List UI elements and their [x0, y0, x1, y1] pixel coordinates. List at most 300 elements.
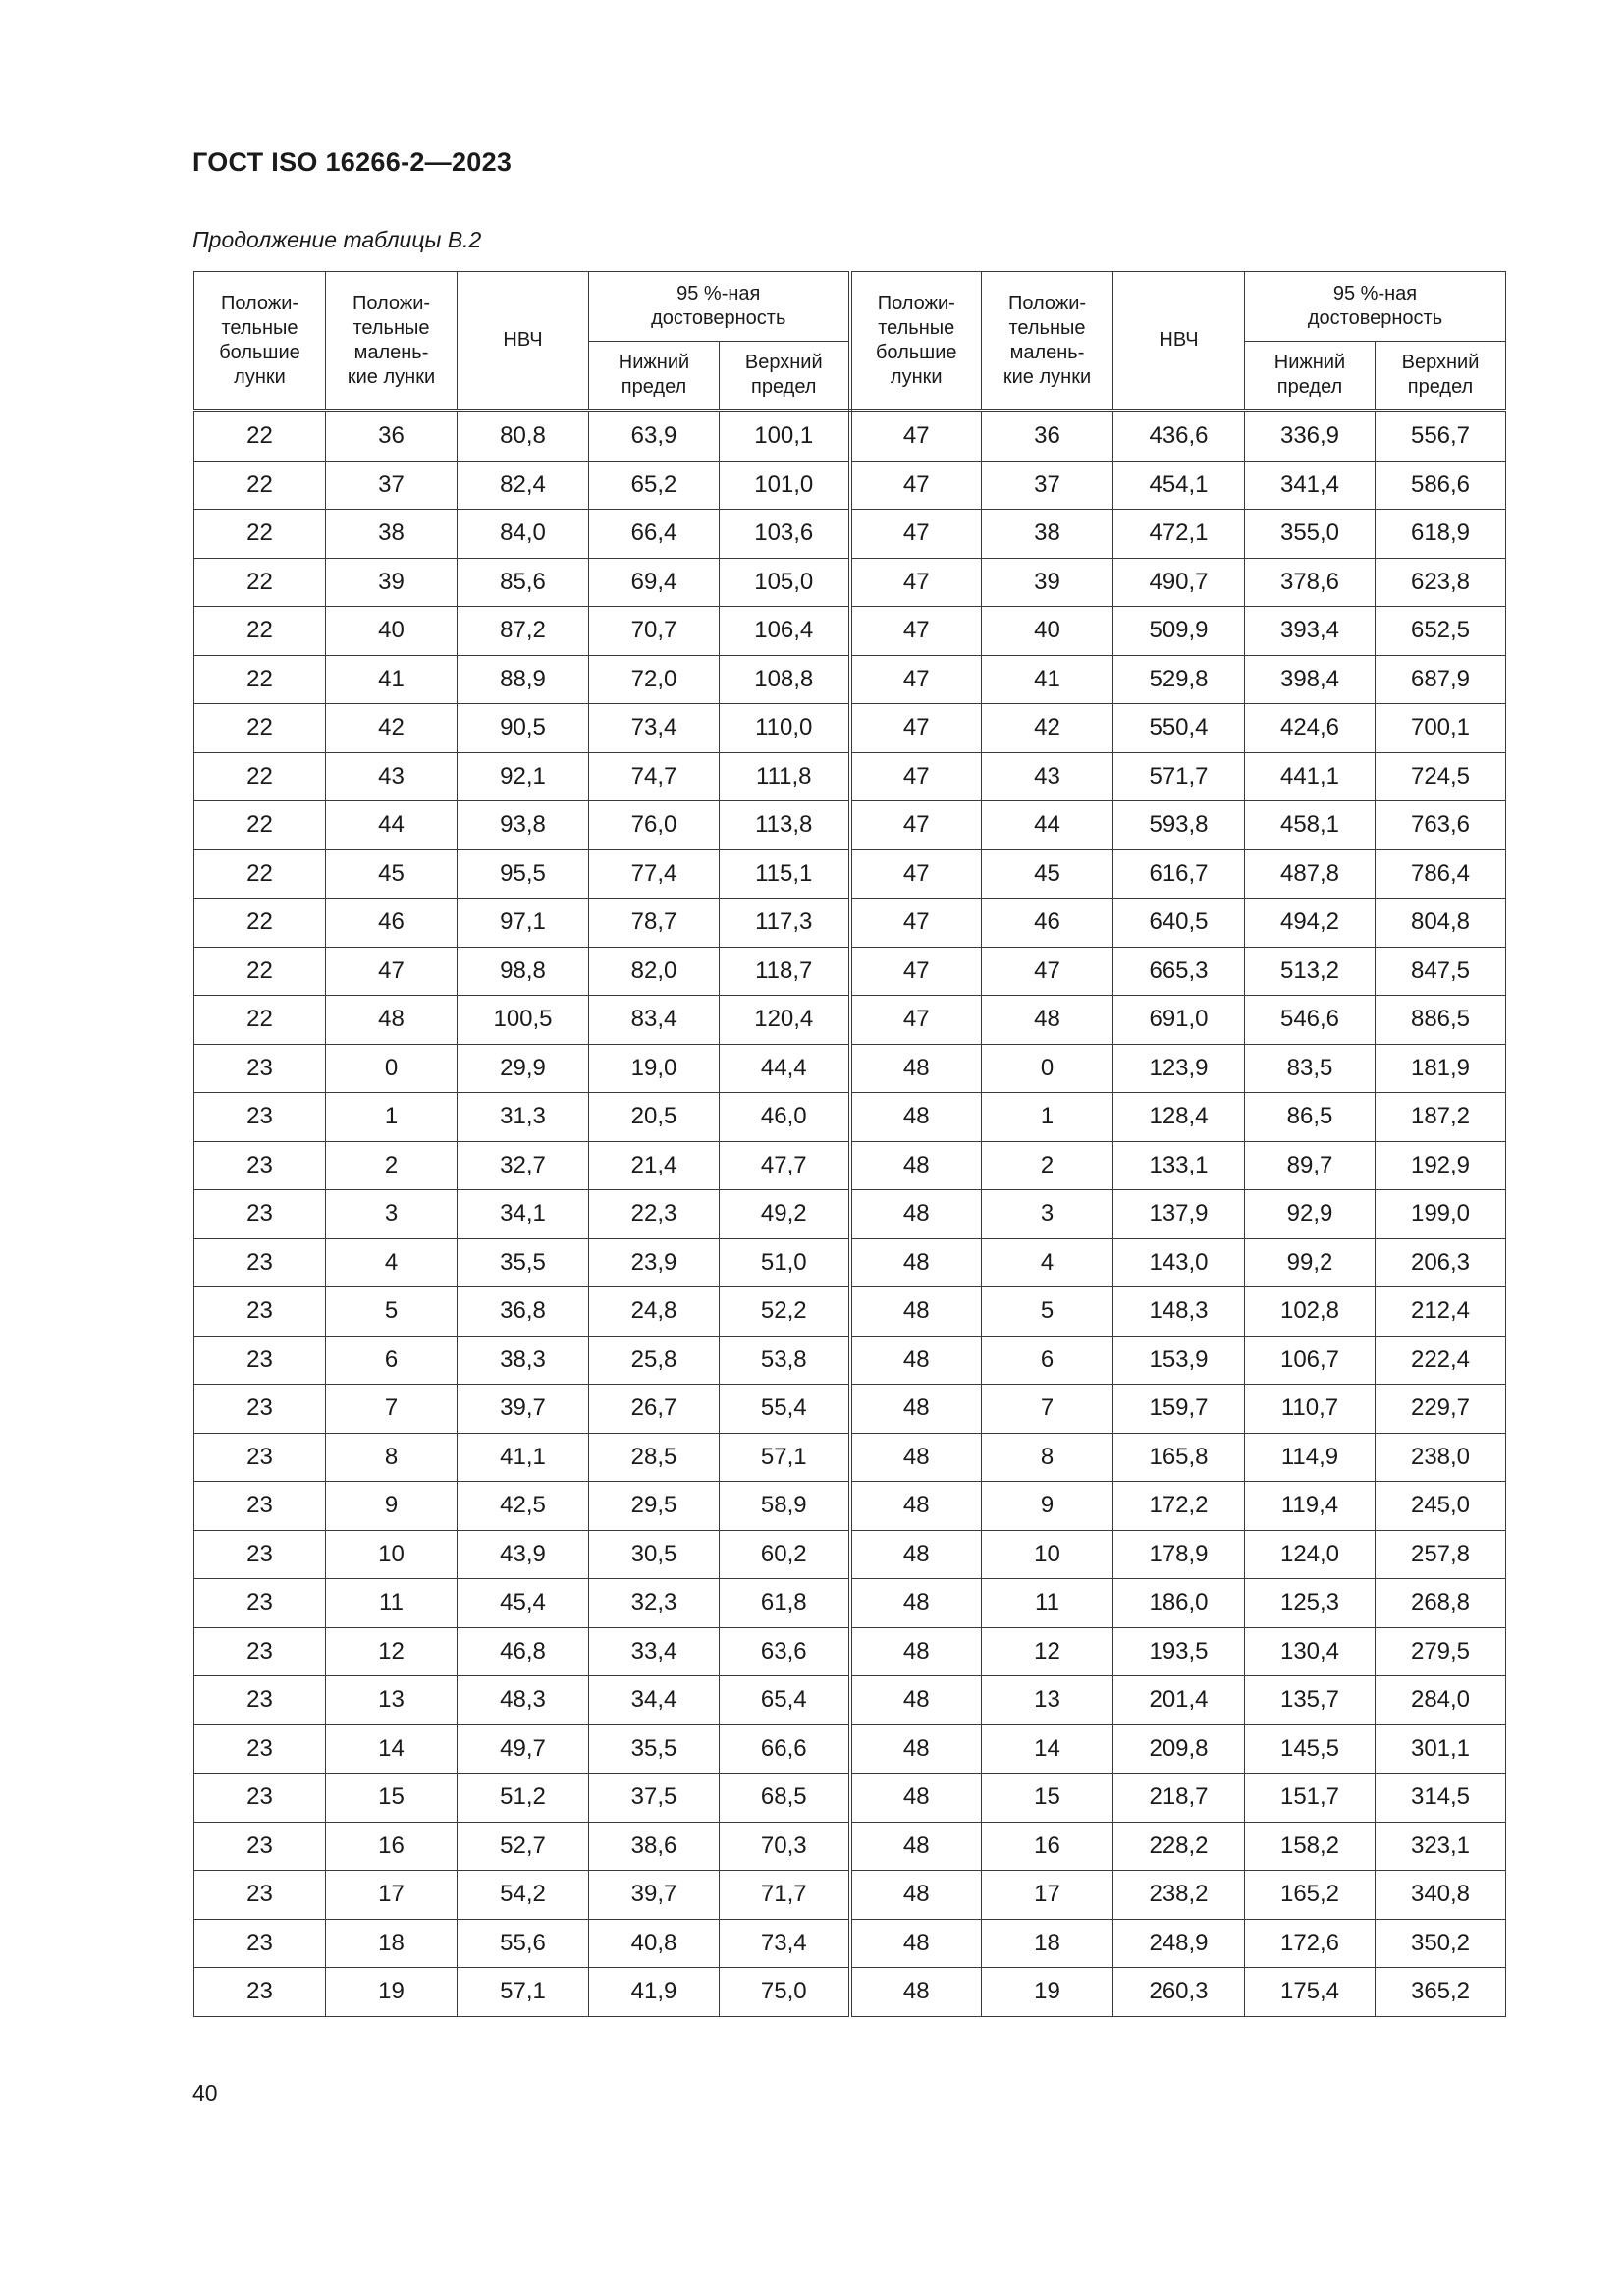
cell-positive-small: 3	[982, 1190, 1113, 1239]
cell-positive-small: 3	[326, 1190, 458, 1239]
cell-lower-limit: 398,4	[1245, 655, 1376, 704]
cell-positive-small: 46	[982, 899, 1113, 948]
cell-mpn: 228,2	[1113, 1822, 1245, 1871]
cell-lower-limit: 40,8	[589, 1919, 720, 1968]
cell-upper-limit: 724,5	[1376, 752, 1506, 801]
cell-mpn: 209,8	[1113, 1724, 1245, 1774]
cell-lower-limit: 34,4	[589, 1676, 720, 1725]
cell-lower-limit: 86,5	[1245, 1093, 1376, 1142]
cell-positive-small: 4	[982, 1238, 1113, 1287]
header-positive-small: Положи- тельные малень- кие лунки	[326, 272, 458, 411]
cell-positive-large: 22	[194, 607, 326, 656]
cell-upper-limit: 652,5	[1376, 607, 1506, 656]
cell-lower-limit: 63,9	[589, 410, 720, 461]
cell-positive-large: 23	[194, 1433, 326, 1482]
cell-upper-limit: 187,2	[1376, 1093, 1506, 1142]
cell-lower-limit: 20,5	[589, 1093, 720, 1142]
mpn-table	[193, 271, 1506, 2017]
cell-positive-large: 48	[850, 1822, 982, 1871]
cell-positive-large: 23	[194, 1336, 326, 1385]
cell-mpn: 128,4	[1113, 1093, 1245, 1142]
table-row	[194, 1822, 1506, 1871]
cell-positive-small: 18	[326, 1919, 458, 1968]
header-lower-limit: Нижний предел	[1245, 342, 1376, 411]
cell-mpn: 100,5	[458, 996, 589, 1045]
cell-positive-small: 13	[982, 1676, 1113, 1725]
cell-upper-limit: 245,0	[1376, 1482, 1506, 1531]
cell-upper-limit: 71,7	[720, 1871, 850, 1920]
cell-upper-limit: 61,8	[720, 1579, 850, 1628]
cell-lower-limit: 151,7	[1245, 1774, 1376, 1823]
cell-lower-limit: 25,8	[589, 1336, 720, 1385]
cell-positive-large: 22	[194, 899, 326, 948]
cell-upper-limit: 618,9	[1376, 510, 1506, 559]
table-row	[194, 1287, 1506, 1337]
cell-upper-limit: 106,4	[720, 607, 850, 656]
cell-mpn: 148,3	[1113, 1287, 1245, 1337]
cell-upper-limit: 113,8	[720, 801, 850, 850]
cell-positive-small: 45	[326, 849, 458, 899]
cell-lower-limit: 458,1	[1245, 801, 1376, 850]
cell-upper-limit: 350,2	[1376, 1919, 1506, 1968]
cell-positive-large: 22	[194, 996, 326, 1045]
cell-positive-small: 2	[982, 1141, 1113, 1190]
cell-positive-small: 9	[982, 1482, 1113, 1531]
cell-positive-small: 4	[326, 1238, 458, 1287]
cell-upper-limit: 73,4	[720, 1919, 850, 1968]
table-row	[194, 849, 1506, 899]
cell-lower-limit: 393,4	[1245, 607, 1376, 656]
cell-mpn: 32,7	[458, 1141, 589, 1190]
cell-mpn: 90,5	[458, 704, 589, 753]
table-row	[194, 1579, 1506, 1628]
cell-positive-large: 48	[850, 1774, 982, 1823]
cell-mpn: 123,9	[1113, 1044, 1245, 1093]
cell-positive-large: 47	[850, 899, 982, 948]
cell-positive-large: 48	[850, 1336, 982, 1385]
cell-mpn: 133,1	[1113, 1141, 1245, 1190]
cell-positive-small: 45	[982, 849, 1113, 899]
table-row	[194, 1433, 1506, 1482]
cell-positive-large: 48	[850, 1579, 982, 1628]
cell-upper-limit: 75,0	[720, 1968, 850, 2017]
cell-upper-limit: 192,9	[1376, 1141, 1506, 1190]
cell-upper-limit: 257,8	[1376, 1530, 1506, 1579]
cell-lower-limit: 72,0	[589, 655, 720, 704]
table-row	[194, 655, 1506, 704]
cell-mpn: 143,0	[1113, 1238, 1245, 1287]
cell-mpn: 31,3	[458, 1093, 589, 1142]
cell-lower-limit: 546,6	[1245, 996, 1376, 1045]
cell-upper-limit: 206,3	[1376, 1238, 1506, 1287]
table-row	[194, 1141, 1506, 1190]
cell-lower-limit: 145,5	[1245, 1724, 1376, 1774]
cell-mpn: 137,9	[1113, 1190, 1245, 1239]
cell-positive-small: 16	[982, 1822, 1113, 1871]
cell-positive-large: 22	[194, 410, 326, 461]
table-row	[194, 1385, 1506, 1434]
cell-positive-small: 14	[982, 1724, 1113, 1774]
cell-upper-limit: 52,2	[720, 1287, 850, 1337]
table-row	[194, 752, 1506, 801]
cell-positive-large: 48	[850, 1238, 982, 1287]
table-row	[194, 947, 1506, 996]
cell-lower-limit: 70,7	[589, 607, 720, 656]
cell-mpn: 36,8	[458, 1287, 589, 1337]
cell-positive-small: 42	[982, 704, 1113, 753]
cell-positive-large: 48	[850, 1676, 982, 1725]
cell-mpn: 39,7	[458, 1385, 589, 1434]
cell-mpn: 45,4	[458, 1579, 589, 1628]
cell-upper-limit: 110,0	[720, 704, 850, 753]
header-positive-large: Положи- тельные большие лунки	[850, 272, 982, 411]
header-confidence: 95 %-ная достоверность	[1245, 272, 1506, 342]
table-row	[194, 1190, 1506, 1239]
table-row	[194, 704, 1506, 753]
cell-mpn: 201,4	[1113, 1676, 1245, 1725]
cell-mpn: 193,5	[1113, 1627, 1245, 1676]
cell-positive-large: 22	[194, 849, 326, 899]
cell-lower-limit: 32,3	[589, 1579, 720, 1628]
cell-upper-limit: 53,8	[720, 1336, 850, 1385]
cell-positive-large: 48	[850, 1287, 982, 1337]
cell-positive-large: 47	[850, 655, 982, 704]
cell-lower-limit: 78,7	[589, 899, 720, 948]
cell-upper-limit: 44,4	[720, 1044, 850, 1093]
cell-positive-large: 22	[194, 510, 326, 559]
cell-mpn: 84,0	[458, 510, 589, 559]
cell-positive-large: 47	[850, 461, 982, 510]
cell-mpn: 159,7	[1113, 1385, 1245, 1434]
cell-positive-large: 48	[850, 1724, 982, 1774]
cell-mpn: 238,2	[1113, 1871, 1245, 1920]
cell-positive-large: 48	[850, 1530, 982, 1579]
cell-mpn: 49,7	[458, 1724, 589, 1774]
cell-mpn: 665,3	[1113, 947, 1245, 996]
cell-positive-small: 43	[982, 752, 1113, 801]
cell-positive-small: 12	[982, 1627, 1113, 1676]
cell-upper-limit: 199,0	[1376, 1190, 1506, 1239]
cell-positive-large: 48	[850, 1141, 982, 1190]
cell-positive-large: 22	[194, 655, 326, 704]
cell-positive-small: 39	[982, 558, 1113, 607]
cell-mpn: 509,9	[1113, 607, 1245, 656]
cell-lower-limit: 102,8	[1245, 1287, 1376, 1337]
cell-lower-limit: 24,8	[589, 1287, 720, 1337]
cell-mpn: 616,7	[1113, 849, 1245, 899]
cell-mpn: 82,4	[458, 461, 589, 510]
cell-lower-limit: 158,2	[1245, 1822, 1376, 1871]
cell-upper-limit: 70,3	[720, 1822, 850, 1871]
cell-lower-limit: 99,2	[1245, 1238, 1376, 1287]
cell-upper-limit: 623,8	[1376, 558, 1506, 607]
cell-positive-large: 47	[850, 510, 982, 559]
cell-lower-limit: 66,4	[589, 510, 720, 559]
cell-positive-large: 22	[194, 461, 326, 510]
cell-mpn: 490,7	[1113, 558, 1245, 607]
table-caption: Продолжение таблицы В.2	[192, 227, 482, 252]
table-row	[194, 996, 1506, 1045]
cell-lower-limit: 441,1	[1245, 752, 1376, 801]
cell-lower-limit: 135,7	[1245, 1676, 1376, 1725]
cell-positive-large: 48	[850, 1385, 982, 1434]
table-row	[194, 1968, 1506, 2017]
table-row	[194, 1336, 1506, 1385]
cell-positive-small: 17	[982, 1871, 1113, 1920]
cell-lower-limit: 83,5	[1245, 1044, 1376, 1093]
cell-upper-limit: 55,4	[720, 1385, 850, 1434]
cell-positive-large: 23	[194, 1676, 326, 1725]
table-row	[194, 1774, 1506, 1823]
cell-upper-limit: 115,1	[720, 849, 850, 899]
cell-positive-small: 14	[326, 1724, 458, 1774]
cell-positive-large: 47	[850, 947, 982, 996]
cell-lower-limit: 39,7	[589, 1871, 720, 1920]
cell-positive-small: 44	[982, 801, 1113, 850]
cell-lower-limit: 110,7	[1245, 1385, 1376, 1434]
cell-positive-small: 38	[326, 510, 458, 559]
cell-positive-small: 7	[982, 1385, 1113, 1434]
cell-upper-limit: 111,8	[720, 752, 850, 801]
cell-lower-limit: 29,5	[589, 1482, 720, 1531]
cell-mpn: 454,1	[1113, 461, 1245, 510]
cell-upper-limit: 49,2	[720, 1190, 850, 1239]
cell-positive-small: 6	[326, 1336, 458, 1385]
cell-positive-small: 11	[326, 1579, 458, 1628]
header-confidence: 95 %-ная достоверность	[589, 272, 850, 342]
cell-positive-large: 23	[194, 1968, 326, 2017]
cell-mpn: 529,8	[1113, 655, 1245, 704]
cell-positive-small: 16	[326, 1822, 458, 1871]
cell-lower-limit: 119,4	[1245, 1482, 1376, 1531]
cell-positive-small: 8	[326, 1433, 458, 1482]
cell-mpn: 92,1	[458, 752, 589, 801]
cell-positive-large: 23	[194, 1141, 326, 1190]
cell-positive-large: 48	[850, 1190, 982, 1239]
table-row	[194, 801, 1506, 850]
cell-upper-limit: 323,1	[1376, 1822, 1506, 1871]
cell-positive-small: 10	[982, 1530, 1113, 1579]
table-row	[194, 510, 1506, 559]
cell-upper-limit: 229,7	[1376, 1385, 1506, 1434]
cell-lower-limit: 33,4	[589, 1627, 720, 1676]
cell-upper-limit: 58,9	[720, 1482, 850, 1531]
cell-upper-limit: 847,5	[1376, 947, 1506, 996]
cell-lower-limit: 83,4	[589, 996, 720, 1045]
cell-mpn: 260,3	[1113, 1968, 1245, 2017]
cell-positive-small: 13	[326, 1676, 458, 1725]
cell-lower-limit: 21,4	[589, 1141, 720, 1190]
cell-positive-small: 1	[326, 1093, 458, 1142]
cell-positive-small: 41	[326, 655, 458, 704]
cell-mpn: 85,6	[458, 558, 589, 607]
cell-positive-large: 23	[194, 1774, 326, 1823]
cell-upper-limit: 365,2	[1376, 1968, 1506, 2017]
table-row	[194, 1238, 1506, 1287]
cell-positive-large: 47	[850, 801, 982, 850]
header-positive-large: Положи- тельные большие лунки	[194, 272, 326, 411]
cell-lower-limit: 341,4	[1245, 461, 1376, 510]
cell-lower-limit: 82,0	[589, 947, 720, 996]
document-title: ГОСТ ISO 16266-2—2023	[192, 147, 513, 177]
cell-upper-limit: 212,4	[1376, 1287, 1506, 1337]
cell-upper-limit: 763,6	[1376, 801, 1506, 850]
cell-positive-small: 41	[982, 655, 1113, 704]
cell-lower-limit: 487,8	[1245, 849, 1376, 899]
cell-upper-limit: 101,0	[720, 461, 850, 510]
header-mpn: НВЧ	[1113, 272, 1245, 411]
cell-positive-small: 8	[982, 1433, 1113, 1482]
cell-positive-small: 0	[982, 1044, 1113, 1093]
table-row	[194, 558, 1506, 607]
cell-lower-limit: 424,6	[1245, 704, 1376, 753]
cell-mpn: 35,5	[458, 1238, 589, 1287]
table-row	[194, 899, 1506, 948]
cell-positive-small: 5	[326, 1287, 458, 1337]
cell-positive-small: 18	[982, 1919, 1113, 1968]
cell-lower-limit: 165,2	[1245, 1871, 1376, 1920]
cell-upper-limit: 105,0	[720, 558, 850, 607]
cell-positive-large: 23	[194, 1579, 326, 1628]
cell-positive-small: 15	[326, 1774, 458, 1823]
cell-positive-small: 11	[982, 1579, 1113, 1628]
cell-lower-limit: 23,9	[589, 1238, 720, 1287]
table-row	[194, 1530, 1506, 1579]
cell-positive-small: 2	[326, 1141, 458, 1190]
cell-positive-large: 23	[194, 1627, 326, 1676]
cell-positive-large: 47	[850, 558, 982, 607]
table-row	[194, 410, 1506, 461]
cell-upper-limit: 66,6	[720, 1724, 850, 1774]
cell-lower-limit: 77,4	[589, 849, 720, 899]
cell-lower-limit: 130,4	[1245, 1627, 1376, 1676]
cell-mpn: 93,8	[458, 801, 589, 850]
table-row	[194, 607, 1506, 656]
cell-mpn: 80,8	[458, 410, 589, 461]
table-row	[194, 1044, 1506, 1093]
table-row	[194, 1919, 1506, 1968]
cell-mpn: 42,5	[458, 1482, 589, 1531]
cell-upper-limit: 301,1	[1376, 1724, 1506, 1774]
cell-lower-limit: 26,7	[589, 1385, 720, 1434]
cell-mpn: 153,9	[1113, 1336, 1245, 1385]
cell-mpn: 52,7	[458, 1822, 589, 1871]
cell-upper-limit: 117,3	[720, 899, 850, 948]
cell-mpn: 186,0	[1113, 1579, 1245, 1628]
cell-positive-large: 48	[850, 1871, 982, 1920]
cell-mpn: 165,8	[1113, 1433, 1245, 1482]
cell-mpn: 55,6	[458, 1919, 589, 1968]
cell-upper-limit: 181,9	[1376, 1044, 1506, 1093]
cell-mpn: 38,3	[458, 1336, 589, 1385]
cell-positive-small: 36	[326, 410, 458, 461]
cell-mpn: 48,3	[458, 1676, 589, 1725]
cell-upper-limit: 804,8	[1376, 899, 1506, 948]
cell-lower-limit: 378,6	[1245, 558, 1376, 607]
cell-lower-limit: 65,2	[589, 461, 720, 510]
cell-positive-large: 23	[194, 1724, 326, 1774]
cell-positive-large: 22	[194, 704, 326, 753]
cell-positive-large: 23	[194, 1871, 326, 1920]
cell-positive-large: 47	[850, 410, 982, 461]
cell-mpn: 98,8	[458, 947, 589, 996]
cell-positive-large: 48	[850, 1433, 982, 1482]
cell-positive-small: 6	[982, 1336, 1113, 1385]
page-number: 40	[192, 2080, 218, 2105]
cell-positive-small: 17	[326, 1871, 458, 1920]
table-row	[194, 1871, 1506, 1920]
cell-positive-large: 23	[194, 1530, 326, 1579]
cell-positive-small: 38	[982, 510, 1113, 559]
cell-positive-large: 47	[850, 849, 982, 899]
cell-mpn: 691,0	[1113, 996, 1245, 1045]
cell-lower-limit: 494,2	[1245, 899, 1376, 948]
cell-lower-limit: 30,5	[589, 1530, 720, 1579]
cell-upper-limit: 65,4	[720, 1676, 850, 1725]
cell-upper-limit: 238,0	[1376, 1433, 1506, 1482]
cell-positive-small: 47	[326, 947, 458, 996]
cell-lower-limit: 19,0	[589, 1044, 720, 1093]
cell-mpn: 29,9	[458, 1044, 589, 1093]
table-row	[194, 461, 1506, 510]
cell-mpn: 87,2	[458, 607, 589, 656]
cell-upper-limit: 103,6	[720, 510, 850, 559]
cell-positive-large: 23	[194, 1385, 326, 1434]
cell-positive-small: 7	[326, 1385, 458, 1434]
cell-lower-limit: 125,3	[1245, 1579, 1376, 1628]
cell-upper-limit: 108,8	[720, 655, 850, 704]
cell-mpn: 88,9	[458, 655, 589, 704]
cell-upper-limit: 46,0	[720, 1093, 850, 1142]
cell-positive-large: 47	[850, 607, 982, 656]
cell-mpn: 472,1	[1113, 510, 1245, 559]
cell-positive-large: 47	[850, 704, 982, 753]
cell-lower-limit: 106,7	[1245, 1336, 1376, 1385]
cell-mpn: 248,9	[1113, 1919, 1245, 1968]
cell-lower-limit: 37,5	[589, 1774, 720, 1823]
cell-positive-small: 0	[326, 1044, 458, 1093]
cell-lower-limit: 28,5	[589, 1433, 720, 1482]
cell-mpn: 46,8	[458, 1627, 589, 1676]
table-row	[194, 1724, 1506, 1774]
cell-positive-large: 23	[194, 1238, 326, 1287]
cell-positive-large: 48	[850, 1093, 982, 1142]
cell-upper-limit: 556,7	[1376, 410, 1506, 461]
cell-mpn: 57,1	[458, 1968, 589, 2017]
header-mpn: НВЧ	[458, 272, 589, 411]
cell-positive-small: 43	[326, 752, 458, 801]
cell-positive-small: 48	[326, 996, 458, 1045]
table-body	[194, 410, 1506, 2016]
cell-positive-large: 23	[194, 1822, 326, 1871]
cell-positive-large: 48	[850, 1919, 982, 1968]
cell-mpn: 41,1	[458, 1433, 589, 1482]
cell-upper-limit: 786,4	[1376, 849, 1506, 899]
cell-upper-limit: 279,5	[1376, 1627, 1506, 1676]
cell-lower-limit: 22,3	[589, 1190, 720, 1239]
cell-positive-large: 23	[194, 1044, 326, 1093]
table-row	[194, 1093, 1506, 1142]
cell-positive-small: 47	[982, 947, 1113, 996]
cell-positive-large: 22	[194, 752, 326, 801]
cell-upper-limit: 700,1	[1376, 704, 1506, 753]
cell-mpn: 43,9	[458, 1530, 589, 1579]
cell-positive-large: 23	[194, 1482, 326, 1531]
cell-positive-small: 39	[326, 558, 458, 607]
cell-positive-small: 40	[982, 607, 1113, 656]
cell-positive-small: 15	[982, 1774, 1113, 1823]
cell-positive-small: 46	[326, 899, 458, 948]
